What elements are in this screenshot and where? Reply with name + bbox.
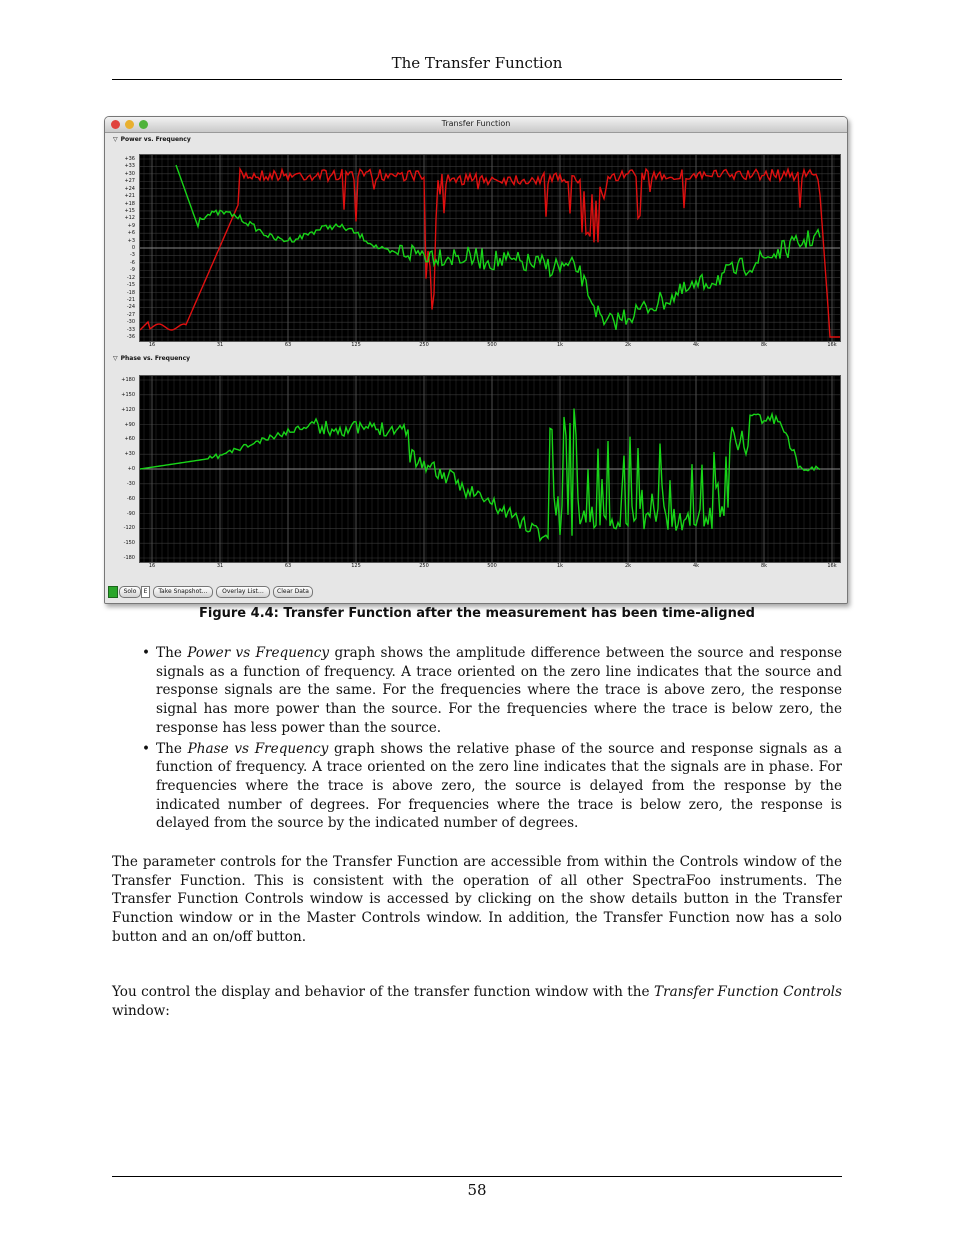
x-tick-label: 16k <box>827 342 837 348</box>
phase-section-label-text: Phase vs. Frequency <box>120 355 191 362</box>
on-off-button[interactable] <box>108 586 118 598</box>
x-tick-label: 2k <box>624 563 632 569</box>
y-tick-label: 0 <box>131 245 135 251</box>
power-plot-svg <box>140 155 840 341</box>
power-vs-frequency-plot <box>139 154 841 342</box>
y-tick-label: -90 <box>126 510 135 517</box>
y-tick-label: +0 <box>127 466 135 472</box>
y-tick-label: -27 <box>126 311 135 318</box>
y-tick-label: -18 <box>126 289 135 296</box>
phase-vs-frequency-plot <box>139 375 841 563</box>
y-tick-label: +21 <box>124 193 135 200</box>
y-tick-label: +24 <box>124 185 135 192</box>
x-tick-label: 8k <box>760 563 768 569</box>
bullet-text: graph shows the amplitude difference between the source and response signals as a function of frequency. A trace oriented on the zero line indicates that the source and response signals are the same. For the frequencies where the trace is above zero, the response signal has more power than the source. For the frequencies where the trace is below zero, the response has less power than the source. <box>156 645 843 736</box>
phase-section-label <box>113 355 190 362</box>
x-tick-label: 31 <box>216 563 224 569</box>
y-tick-label: +60 <box>124 436 135 443</box>
paragraph-text: You control the display and behavior of the transfer function window with the <box>112 984 655 1000</box>
overlay-list-button[interactable]: Overlay List… <box>216 586 270 598</box>
x-tick-label: 8k <box>760 342 768 348</box>
list-item <box>140 740 842 834</box>
x-tick-label: 63 <box>284 563 292 569</box>
y-tick-label: -12 <box>126 274 135 281</box>
y-tick-label: +12 <box>124 215 135 222</box>
power-section-label-text: Power vs. Frequency <box>120 136 191 143</box>
bullet-text: graph shows the relative phase of the source and response signals as a function of frequency. A trace oriented on the zero line indicates that the signals are in phase. For frequencies where the trace is above zero, the source is delayed from the response by the indicated number of degrees. For frequencies where the trace is below zero, the response is delayed from the source by the indicated number of degrees. <box>156 740 842 832</box>
bullet-term: Phase vs Frequency <box>187 740 329 757</box>
x-tick-label: 4k <box>692 563 700 569</box>
paragraph-term: Transfer Function Controls <box>654 984 842 1000</box>
y-tick-label: -24 <box>126 304 135 311</box>
x-tick-label: 16 <box>148 563 156 569</box>
x-tick-label: 63 <box>284 342 292 348</box>
amplitude-trace <box>140 169 840 337</box>
bullet-prefix: The <box>156 740 188 757</box>
window-titlebar <box>105 117 847 133</box>
disclosure-triangle-icon: ▽ <box>113 355 118 362</box>
solo-button[interactable]: Solo <box>119 586 141 598</box>
y-tick-label: -30 <box>126 480 135 487</box>
y-tick-label: +150 <box>121 391 135 398</box>
header-rule <box>112 79 842 80</box>
window-button-bar <box>105 583 847 603</box>
x-tick-label: 500 <box>487 563 497 569</box>
x-tick-label: 1k <box>556 563 564 569</box>
y-tick-label: -3 <box>130 252 135 259</box>
bullet-list <box>140 644 842 835</box>
y-tick-label: -21 <box>126 296 135 303</box>
show-details-button[interactable]: E <box>141 586 150 598</box>
y-tick-label: -60 <box>126 495 135 502</box>
y-tick-label: +90 <box>124 421 135 428</box>
x-tick-label: 250 <box>419 342 429 348</box>
power-section-label <box>113 136 191 143</box>
y-tick-label: -150 <box>123 540 135 547</box>
figure-caption: Figure 4.4: Transfer Function after the measurement has been time-aligned <box>199 606 755 621</box>
footer-rule <box>112 1176 842 1177</box>
clear-data-button[interactable]: Clear Data <box>273 586 313 598</box>
y-tick-label: +36 <box>124 156 135 162</box>
body-paragraph: The parameter controls for the Transfer Function are accessible from within the Controls window of the Transfer Function. This is consistent with the operation of all other SpectraFoo instruments. The Transfer Function Controls window is accessed by clicking on the show details button in the Transfer Function window or in the Master Controls window. In addition, the Transfer Function now has a solo button and an on/off button. <box>112 854 842 945</box>
transfer-function-window-screenshot <box>104 116 848 604</box>
y-tick-label: +30 <box>124 451 135 458</box>
x-tick-label: 125 <box>351 342 361 348</box>
bullet-term: Power vs Frequency <box>187 645 330 661</box>
y-tick-label: +27 <box>124 178 135 185</box>
y-tick-label: -15 <box>126 282 135 289</box>
bullet-prefix: The <box>156 645 188 661</box>
y-tick-label: -33 <box>126 326 135 333</box>
y-tick-label: +33 <box>124 163 135 170</box>
y-tick-label: +180 <box>121 377 135 383</box>
y-tick-label: -180 <box>123 555 135 561</box>
x-tick-label: 2k <box>624 342 632 348</box>
window-title: Transfer Function <box>441 119 511 128</box>
running-head: The Transfer Function <box>391 54 563 72</box>
y-tick-label: -120 <box>123 525 135 532</box>
paragraph-text: window: <box>112 1002 170 1019</box>
bullet-icon: • <box>142 645 151 661</box>
y-tick-label: +120 <box>121 406 135 413</box>
disclosure-triangle-icon: ▽ <box>113 136 118 143</box>
y-tick-label: -36 <box>126 334 135 340</box>
x-tick-label: 250 <box>419 563 429 569</box>
page-number: 58 <box>467 1181 487 1199</box>
y-tick-label: +18 <box>124 200 135 207</box>
x-tick-label: 125 <box>351 563 361 569</box>
y-tick-label: +30 <box>124 170 135 177</box>
bullet-icon: • <box>142 740 151 757</box>
y-tick-label: +6 <box>127 230 135 237</box>
list-item <box>140 644 842 738</box>
y-tick-label: +9 <box>127 222 135 229</box>
y-tick-label: -6 <box>130 259 135 266</box>
body-paragraph <box>112 983 842 1020</box>
x-tick-label: 500 <box>487 342 497 348</box>
y-tick-label: -30 <box>126 319 135 326</box>
y-tick-label: +3 <box>127 237 135 244</box>
y-tick-label: +15 <box>124 207 135 214</box>
x-tick-label: 16 <box>148 342 156 348</box>
take-snapshot-button[interactable]: Take Snapshot… <box>153 586 213 598</box>
x-tick-label: 4k <box>692 342 700 348</box>
phase-plot-svg <box>140 376 840 562</box>
x-tick-label: 31 <box>216 342 224 348</box>
x-tick-label: 16k <box>827 563 837 569</box>
x-tick-label: 1k <box>556 342 564 348</box>
y-tick-label: -9 <box>130 267 135 274</box>
